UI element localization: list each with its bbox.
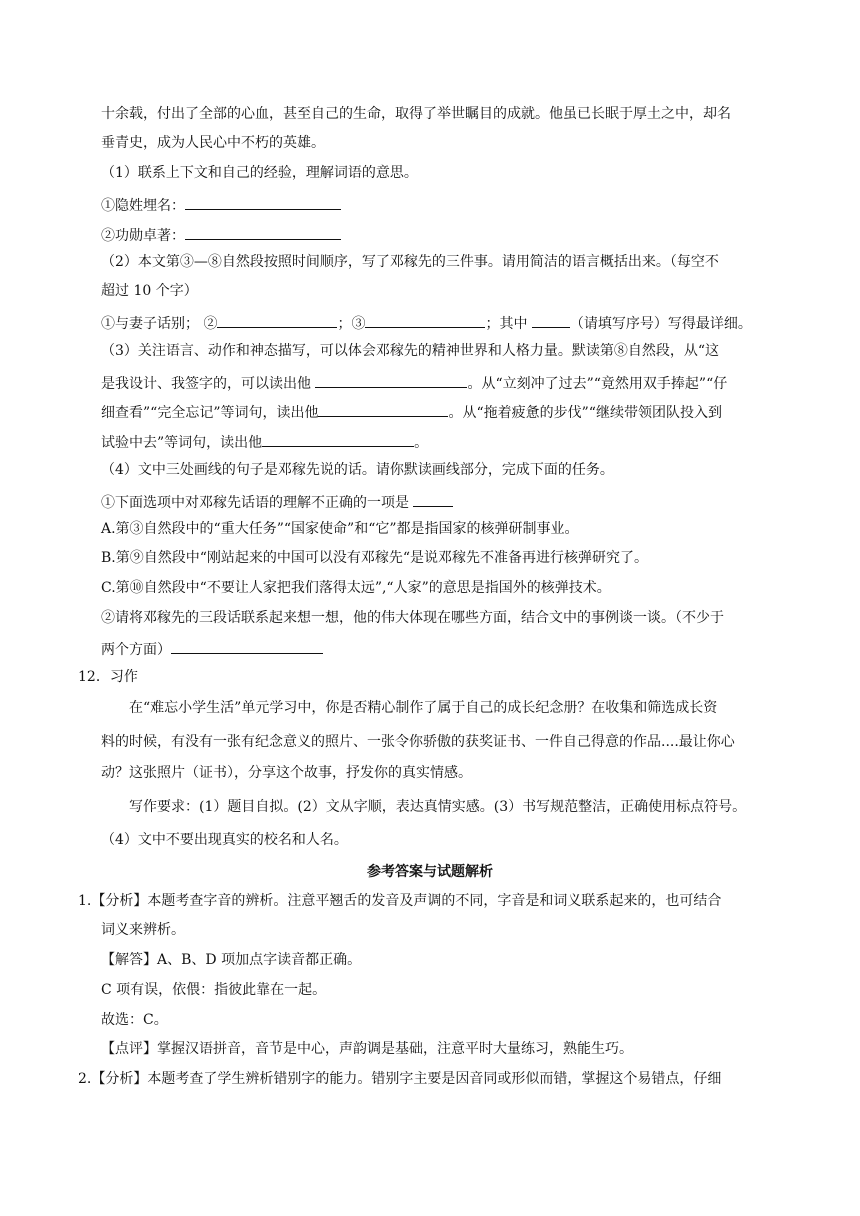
question-3-line: [101, 430, 428, 453]
answer-1-analysis: 词义来辨析。: [101, 922, 185, 938]
question-3-line: [101, 371, 727, 394]
question-4b-end: [101, 637, 323, 660]
writing-prompt: 在“难忘小学生活”单元学习中，你是否精心制作了属于自己的成长纪念册？在收集和筛选成长资: [129, 700, 718, 716]
passage-line: 垂青史，成为人民心中不朽的英雄。: [101, 135, 325, 151]
q3-part: 。: [414, 435, 429, 451]
answer-blank[interactable]: [532, 311, 570, 328]
question-2-note: 超过 10 个字）: [101, 283, 198, 299]
answer-blank[interactable]: [413, 490, 453, 507]
answer-blank[interactable]: [185, 223, 341, 240]
option-a: A.第③自然段中的“重大任务”“国家使命”和“它”都是指国家的核弹研制事业。: [101, 521, 579, 537]
q3-part: 。从“立刻冲了过去”“竟然用双手捧起”“仔: [467, 376, 728, 392]
q2-part: ；③: [337, 316, 366, 332]
answer-1-solution: 【解答】A、B、D 项加点字读音都正确。: [101, 952, 362, 968]
question-4: （4）文中三处画线的句子是邓稼先说的话。请你默读画线部分，完成下面的任务。: [101, 462, 614, 478]
answer-1-analysis: 1.【分析】本题考查字音的辨析。注意平翘舌的发音及声调的不同，字音是和词义联系起来的，也可结合: [78, 893, 722, 909]
option-b: B.第⑨自然段中“刚站起来的中国可以没有邓稼先“是说邓稼先不准备再进行核弹研究了。: [101, 550, 649, 566]
question-1b: [101, 223, 341, 246]
answers-heading: 参考答案与试题解析: [367, 864, 493, 880]
question-4b: ②请将邓稼先的三段话联系起来想一想，他的伟大体现在哪些方面，结合文中的事例谈一谈。（不少于: [101, 610, 724, 626]
answer-blank[interactable]: [318, 400, 448, 417]
q4a-label: ①下面选项中对邓稼先话语的理解不正确的一项是: [101, 495, 414, 511]
q3-part: 细查看”“完全忘记”等词句，读出他: [101, 405, 319, 421]
question-3: （3）关注语言、动作和神态描写，可以体会邓稼先的精神世界和人格力量。默读第⑧自然段，从“这: [101, 343, 720, 359]
answer-blank[interactable]: [315, 371, 467, 388]
q4b-label: 两个方面）: [101, 642, 171, 658]
q2-part: ；其中: [485, 316, 532, 332]
answer-blank[interactable]: [185, 193, 341, 210]
answer-blank[interactable]: [262, 430, 414, 447]
answer-1-solution: C 项有误，依偎：指彼此靠在一起。: [101, 982, 327, 998]
passage-line: 十余载，付出了全部的心血，甚至自己的生命，取得了举世瞩目的成就。他虽已长眠于厚土之中，却名: [101, 106, 731, 122]
question-3-line: [101, 400, 722, 423]
question-1a-label: ①隐姓埋名：: [101, 198, 185, 214]
answer-blank[interactable]: [171, 637, 323, 654]
section-12-heading: 12．习作: [78, 669, 138, 685]
question-1: （1）联系上下文和自己的经验，理解词语的意思。: [101, 165, 418, 181]
answer-blank[interactable]: [217, 311, 337, 328]
question-4a: [101, 490, 453, 513]
writing-prompt: 动？这张照片（证书），分享这个故事，抒发你的真实情感。: [101, 765, 472, 781]
question-2-blanks: [101, 311, 752, 334]
writing-requirements: 写作要求：(1）题目自拟。(2）文从字顺，表达真情实感。(3）书写规范整洁，正确使用标点符号。: [129, 799, 747, 815]
q2-part: ①与妻子话别； ②: [101, 316, 218, 332]
q3-part: 试验中去”等词句，读出他: [101, 435, 263, 451]
writing-prompt: 料的时候，有没有一张有纪念意义的照片、一张令你骄傲的获奖证书、一件自己得意的作品....最让你心: [101, 734, 735, 750]
question-1b-label: ②功勋卓著：: [101, 228, 185, 244]
answer-blank[interactable]: [365, 311, 485, 328]
answer-2-analysis: 2.【分析】本题考查了学生辨析错别字的能力。错别字主要是因音同或形似而错，掌握这个易错点，仔细: [78, 1071, 722, 1087]
writing-requirements: （4）文中不要出现真实的校名和人名。: [101, 832, 348, 848]
question-1a: [101, 193, 341, 216]
q3-part: 。从“拖着疲惫的步伐”“继续带领团队投入到: [448, 405, 722, 421]
q3-part: 是我设计、我签字的，可以读出他: [101, 376, 316, 392]
answer-1-choice: 故选：C。: [101, 1012, 168, 1028]
question-2: （2）本文第③—⑧自然段按照时间顺序，写了邓稼先的三件事。请用简洁的语言概括出来。（每空不: [101, 254, 719, 270]
q2-part: （请填写序号）写得最详细。: [569, 316, 752, 332]
answer-1-comment: 【点评】掌握汉语拼音，音节是中心，声韵调是基础，注意平时大量练习，熟能生巧。: [101, 1041, 633, 1057]
option-c: C.第⑩自然段中“不要让人家把我们落得太远”,“人家”的意思是指国外的核弹技术。: [101, 580, 611, 596]
